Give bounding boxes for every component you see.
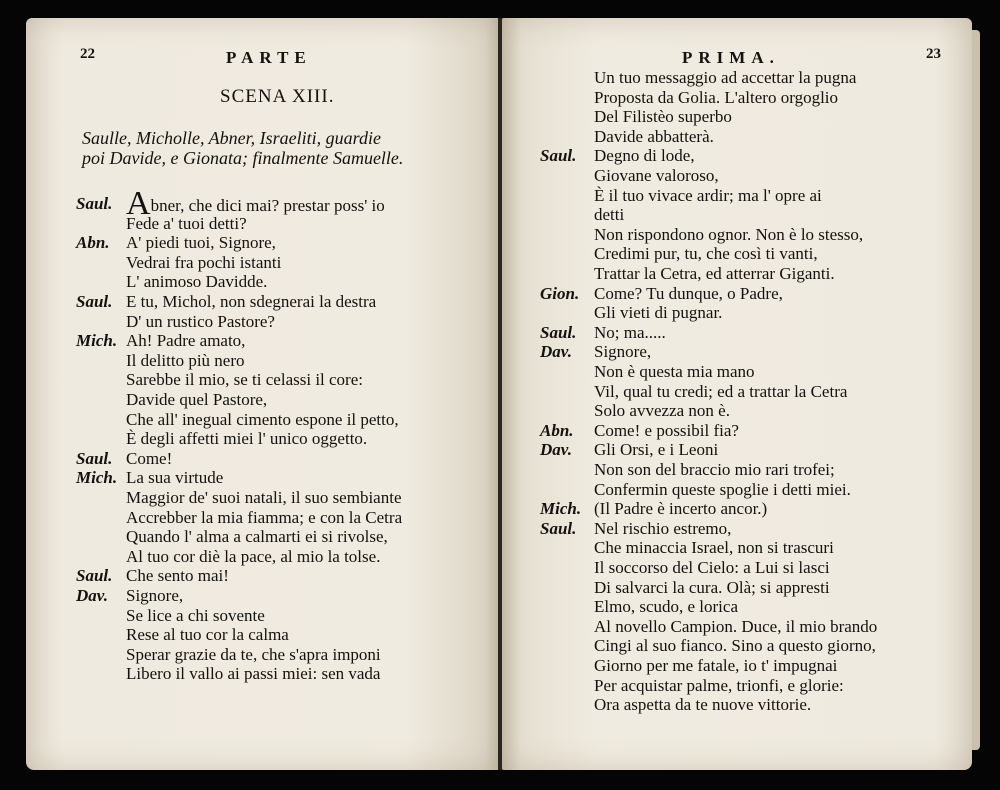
speaker-label: Mich. (540, 499, 582, 519)
right-page (502, 18, 972, 770)
verse-line: Quando l' alma a calmarti ei si rivolse, (126, 527, 388, 547)
verse-line: Di salvarci la cura. Olà; si appresti (594, 577, 830, 597)
verse-line: Non è questa mia mano (594, 362, 755, 381)
verse-line: A' piedi tuoi, Signore, (126, 233, 276, 253)
verse-line: No; ma..... (594, 322, 666, 342)
verse-line: Maggior de' suoi natali, il suo sembiante (126, 488, 402, 507)
scene-title: SCENA XIII. (220, 86, 335, 107)
verse-line: Cingi al suo fianco. Sino a questo giorno, (594, 636, 876, 656)
verse-line: detti (594, 205, 625, 225)
cast-line: Saulle, Micholle, Abner, Israeliti, guardie (82, 128, 381, 148)
drop-cap: A (126, 185, 151, 222)
verse-line: Non rispondono ognor. Non è lo stesso, (594, 224, 864, 244)
verse-line: Ah! Padre amato, (126, 331, 246, 351)
speaker-label: Saul. (76, 194, 113, 213)
speaker-label: Saul. (76, 292, 113, 311)
verse-line: Nel rischio estremo, (594, 518, 732, 538)
verse-line: Gli vieti di pugnar. (594, 303, 723, 323)
verse-line: Come? Tu dunque, o Padre, (594, 283, 783, 303)
speaker-label: Saul. (76, 566, 113, 586)
speaker-label: Dav. (540, 440, 572, 460)
verse-line: (Il Padre è incerto ancor.) (594, 499, 768, 519)
verse-line: Del Filistèo superbo (594, 107, 732, 127)
verse-line: Vil, qual tu credi; ed a trattar la Cetra (594, 381, 848, 401)
verse-line: Fede a' tuoi detti? (126, 213, 247, 233)
speaker-label: Saul. (540, 518, 577, 538)
verse-line: Signore, (126, 586, 184, 605)
verse-line: Libero il vallo ai passi miei: sen vada (126, 664, 381, 684)
verse-line: Davide quel Pastore, (126, 390, 268, 409)
verse-line: Al tuo cor diè la pace, al mio la tolse. (126, 546, 381, 566)
verse-line: Accrebber la mia fiamma; e con la Cetra (126, 507, 403, 527)
verse-line: Gli Orsi, e i Leoni (594, 440, 719, 460)
verse-line: Sperar grazie da te, che s'apra imponi (126, 644, 381, 664)
verse-line: Per acquistar palme, trionfi, e glorie: (594, 675, 844, 695)
page-number: 23 (926, 46, 941, 62)
verse-line: Sarebbe il mio, se ti celassi il core: (126, 370, 363, 390)
speaker-label: Dav. (540, 342, 572, 362)
verse-line: Il delitto più nero (126, 350, 245, 370)
cast-list (82, 128, 403, 168)
verse-line: D' un rustico Pastore? (126, 311, 275, 331)
speaker-label: Abn. (540, 420, 574, 440)
verse-line: Che minaccia Israel, non si trascuri (594, 538, 834, 558)
verse-line: Degno di lode, (594, 146, 695, 166)
verse-line: Davide abbatterà. (594, 126, 714, 146)
page-edge (972, 30, 980, 750)
verse-line: Ora aspetta da te nuove vittorie. (594, 695, 812, 715)
speaker-label: Abn. (76, 233, 110, 253)
verse-line: Giovane valoroso, (594, 166, 719, 185)
speaker-label: Mich. (76, 331, 118, 351)
left-page (26, 18, 500, 770)
verse-line: Vedrai fra pochi istanti (126, 252, 282, 272)
speaker-label: Dav. (76, 586, 108, 605)
verse-line: Come! e possibil fia? (594, 420, 739, 440)
verse-line: È il tuo vivace ardir; ma l' opre ai (594, 185, 822, 205)
verse-line: Elmo, scudo, e lorica (594, 597, 738, 617)
verse-line: Signore, (594, 342, 652, 362)
verse-line: E tu, Michol, non sdegnerai la destra (126, 292, 377, 311)
verse-line: Proposta da Golia. L'altero orgoglio (594, 87, 839, 107)
verse-line: È degli affetti miei l' unico oggetto. (126, 429, 368, 449)
verse-line: Rese al tuo cor la calma (126, 625, 289, 645)
verse-line: Se lice a chi sovente (126, 605, 265, 625)
verse-line: L' animoso Davidde. (126, 272, 268, 292)
verse-line: Che all' inegual cimento espone il petto, (126, 409, 399, 429)
verse-line: Credimi pur, tu, che così ti vanti, (594, 244, 818, 264)
verse-line: Solo avvezza non è. (594, 401, 730, 421)
verse-line: Il soccorso del Cielo: a Lui si lasci (594, 558, 830, 577)
page-number: 22 (80, 46, 95, 62)
running-head: PARTE (226, 48, 312, 67)
verse-line: Che sento mai! (126, 566, 229, 586)
speaker-label: Mich. (76, 468, 118, 488)
verse-line: Come! (126, 448, 173, 468)
speaker-label: Saul. (76, 448, 113, 468)
cast-line: poi Davide, e Gionata; finalmente Samuelle. (82, 148, 404, 168)
speaker-label: Saul. (540, 322, 577, 342)
verse-line: Non son del braccio mio rari trofei; (594, 460, 835, 479)
verse-line: Confermin queste spoglie i detti miei. (594, 479, 851, 499)
speaker-label: Saul. (540, 146, 577, 166)
verse-line: Al novello Campion. Duce, il mio brando (594, 616, 878, 636)
verse-line: Giorno per me fatale, io t' impugnai (594, 656, 838, 675)
running-head: PRIMA. (682, 48, 780, 67)
verse-line: Trattar la Cetra, ed atterrar Giganti. (594, 264, 835, 283)
verse-line: Un tuo messaggio ad accettar la pugna (594, 68, 857, 87)
verse-line: Abner, che dici mai? prestar poss' io (126, 185, 385, 222)
speaker-label: Gion. (540, 283, 580, 303)
verse-line: La sua virtude (126, 468, 224, 488)
